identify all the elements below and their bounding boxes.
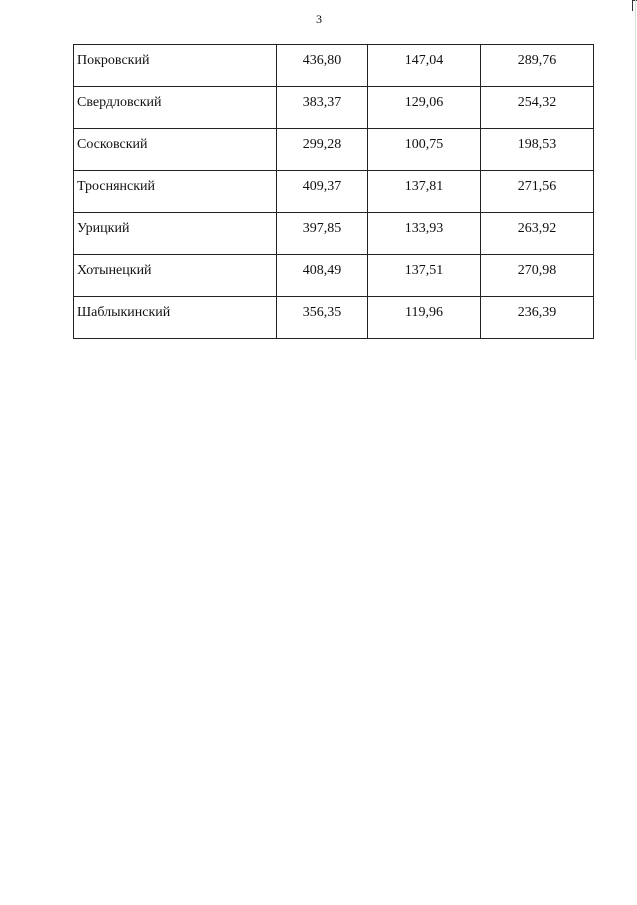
table-row (74, 171, 594, 213)
value-cell: 133,93 (368, 213, 481, 255)
table-row (74, 297, 594, 339)
value-cell: 271,56 (481, 171, 594, 213)
value-cell: 100,75 (368, 129, 481, 171)
table-row (74, 213, 594, 255)
district-name-cell: Урицкий (74, 213, 277, 255)
value-cell: 436,80 (277, 45, 368, 87)
district-name-cell: Свердловский (74, 87, 277, 129)
table-row (74, 129, 594, 171)
value-cell: 119,96 (368, 297, 481, 339)
value-cell: 254,32 (481, 87, 594, 129)
value-cell: 397,85 (277, 213, 368, 255)
value-cell: 147,04 (368, 45, 481, 87)
value-cell: 383,37 (277, 87, 368, 129)
scan-edge-line (635, 0, 636, 360)
district-values-table (73, 44, 594, 339)
table-row (74, 87, 594, 129)
value-cell: 289,76 (481, 45, 594, 87)
value-cell: 299,28 (277, 129, 368, 171)
district-name-cell: Шаблыкинский (74, 297, 277, 339)
value-cell: 198,53 (481, 129, 594, 171)
district-name-cell: Троснянский (74, 171, 277, 213)
value-cell: 263,92 (481, 213, 594, 255)
table-row (74, 255, 594, 297)
table-row (74, 45, 594, 87)
value-cell: 236,39 (481, 297, 594, 339)
value-cell: 409,37 (277, 171, 368, 213)
value-cell: 137,81 (368, 171, 481, 213)
page-number: 3 (316, 12, 322, 26)
value-cell: 356,35 (277, 297, 368, 339)
district-name-cell: Покровский (74, 45, 277, 87)
value-cell: 270,98 (481, 255, 594, 297)
value-cell: 137,51 (368, 255, 481, 297)
district-name-cell: Хотынецкий (74, 255, 277, 297)
value-cell: 408,49 (277, 255, 368, 297)
district-name-cell: Сосковский (74, 129, 277, 171)
value-cell: 129,06 (368, 87, 481, 129)
